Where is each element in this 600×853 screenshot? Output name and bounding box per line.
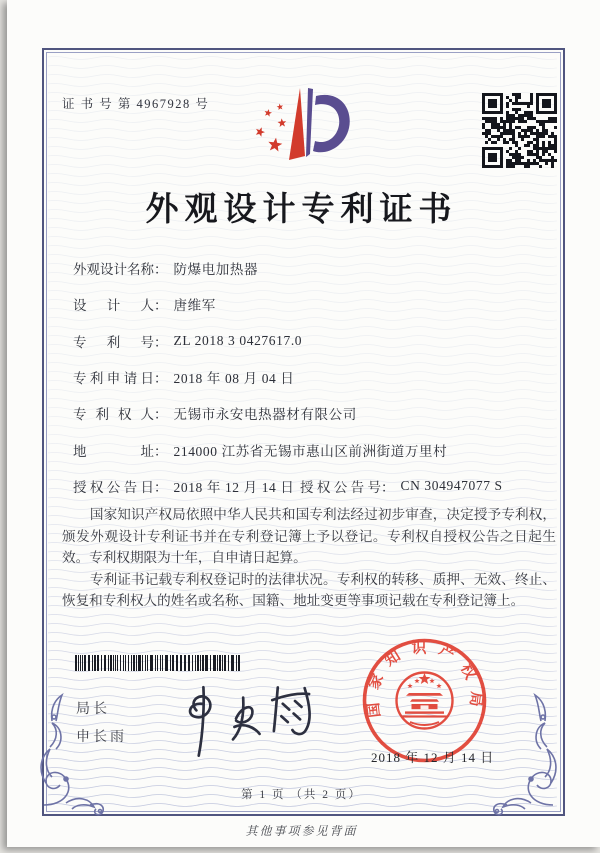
field-patent-number: 专利号 ： ZL 2018 3 0427617.0 (73, 332, 303, 350)
logo-p-bowl (313, 95, 350, 152)
seal-text: 国家知识产权局 (364, 640, 485, 719)
field-grant-row: 授权公告日 ： 2018 年 12 月 14 日 授权公告号 ： CN 304947077 S (73, 477, 503, 495)
logo-stars (256, 104, 286, 152)
field-filing-date: 专利申请日 ： 2018 年 08 月 04 日 (73, 359, 543, 395)
field-value: 唐维军 (173, 298, 216, 314)
legal-paragraph-2: 专利证书记载专利权登记时的法律状况。专利权的转移、质押、无效、终止、恢复和专利权人的姓名或名称、国籍、地址变更等事项记载在专利登记簿上。 (62, 571, 556, 609)
grant-date-value: 2018 年 12 月 14 日 (173, 479, 295, 495)
field-label: 专利号 (73, 334, 154, 350)
logo-purple-sliver (306, 88, 313, 157)
certificate-title: 外观设计专利证书 (145, 192, 458, 228)
qr-code (482, 93, 557, 168)
logo-red-wedge (289, 88, 305, 160)
grant-number-label: 授权公告号 (300, 479, 381, 495)
page-number: 第 1 页 （共 2 页） (241, 789, 362, 801)
director-name: 申长雨 (76, 728, 127, 744)
field-value: 214000 江苏省无锡市惠山区前洲街道万里村 (173, 443, 448, 459)
field-label: 设计人 (73, 298, 154, 314)
director-title-label: 局长 (76, 700, 110, 716)
field-grant-number: 授权公告号 ： CN 304947077 S (300, 477, 503, 495)
field-value: 无锡市永安电热器材有限公司 (173, 407, 357, 423)
field-label: 专利申请日 (73, 371, 154, 387)
field-design-name: 外观设计名称 ： 防爆电加热器 (73, 250, 543, 286)
field-address: 地址 ： 214000 江苏省无锡市惠山区前洲街道万里村 (73, 431, 543, 467)
back-side-note: 其他事项参见背面 (245, 824, 358, 838)
certificate-number: 证 书 号 第 4967928 号 (62, 97, 210, 111)
certificate-fields (73, 250, 543, 504)
barcode (75, 655, 241, 671)
cnipa-logo-icon (237, 84, 367, 172)
field-label: 地址 (73, 443, 154, 459)
grant-date-label: 授权公告日 (73, 479, 154, 495)
field-value: 防爆电加热器 (173, 262, 259, 278)
director-signature-icon (166, 678, 331, 762)
seal-date: 2018 年 12 月 14 日 (371, 750, 495, 765)
field-value: ZL 2018 3 0427617.0 (173, 332, 303, 348)
field-designer: 设计人 ： 唐维军 (73, 286, 543, 322)
field-label: 专利权人 (73, 407, 154, 423)
legal-text (62, 504, 556, 612)
grant-number-value: CN 304947077 S (400, 477, 503, 493)
national-emblem-icon (397, 673, 453, 729)
field-patentee: 专利权人 ： 无锡市永安电热器材有限公司 (73, 395, 543, 431)
field-label: 外观设计名称 (73, 262, 154, 278)
legal-paragraph-1: 国家知识产权局依照中华人民共和国专利法经过初步审查，决定授予专利权，颁发外观设计专利证书并在专利登记簿上予以登记。专利权自授权公告之日起生效。专利权期限为十年，自申请日起算。 (62, 507, 556, 566)
field-value: 2018 年 08 月 04 日 (173, 371, 295, 387)
